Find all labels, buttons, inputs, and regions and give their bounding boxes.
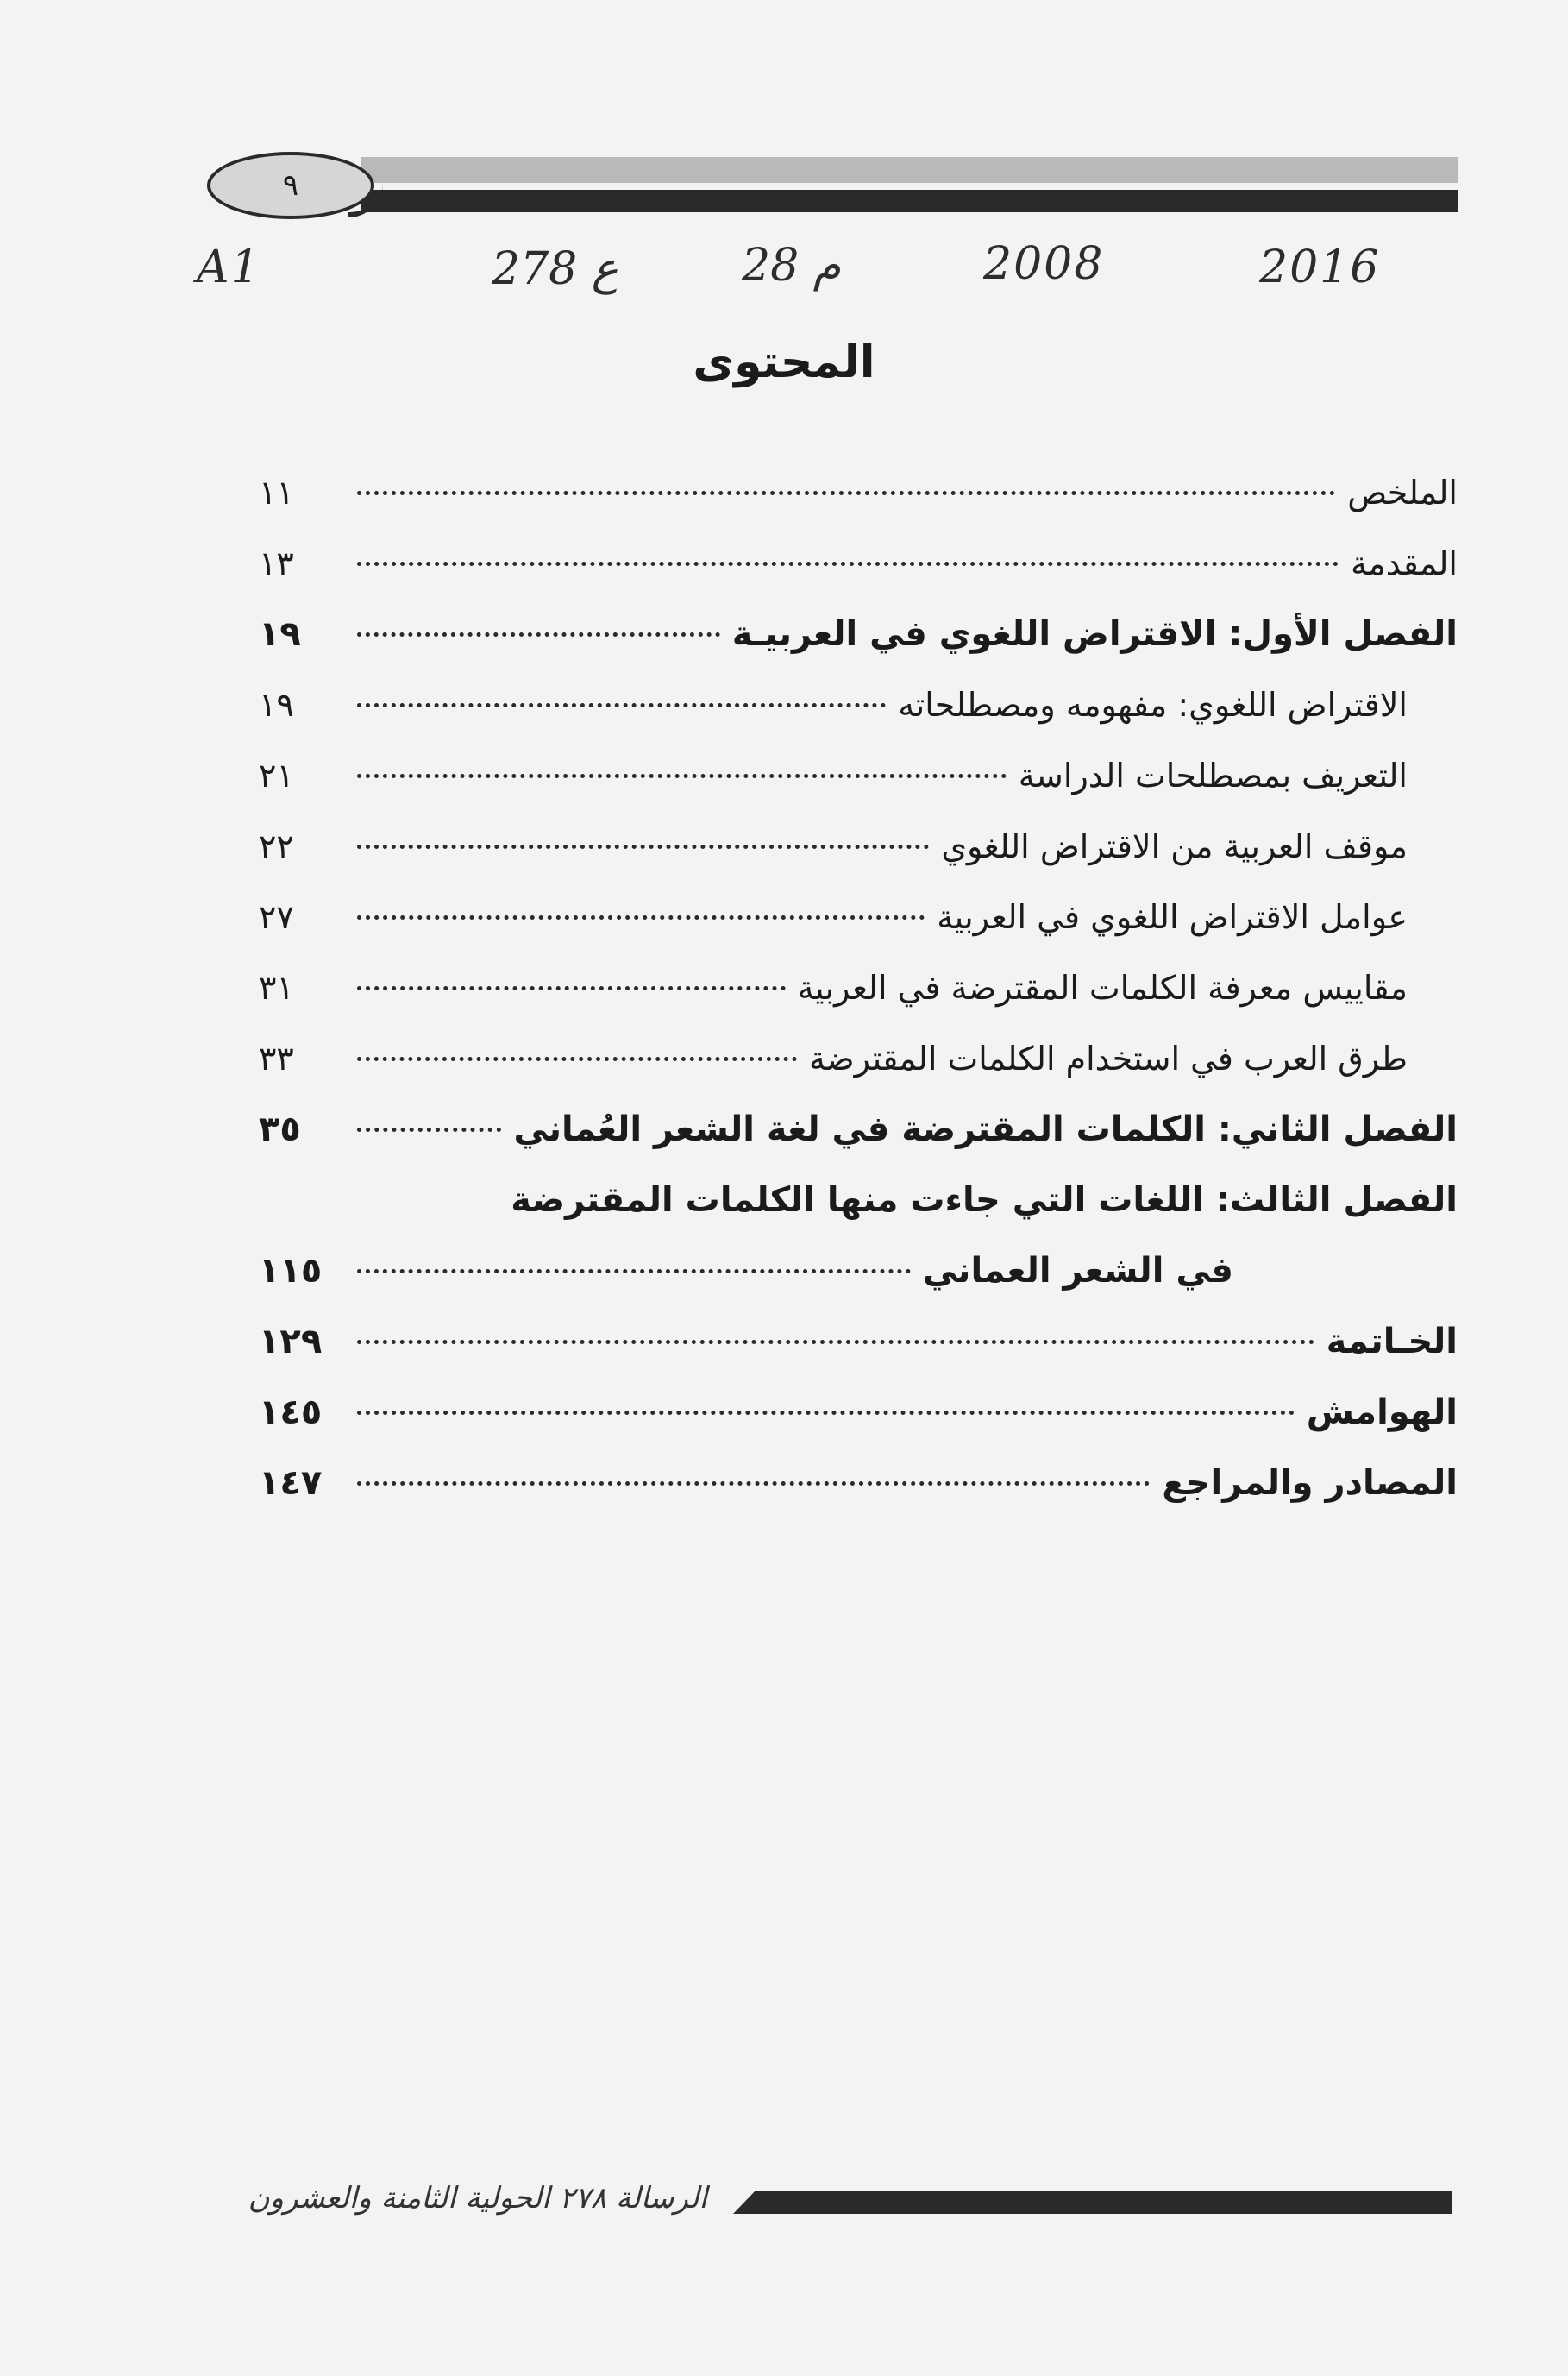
dot-leader	[357, 774, 1007, 778]
toc-entry-page: ٢٧	[259, 898, 294, 936]
footer-bar	[733, 2191, 1452, 2214]
table-of-contents	[259, 457, 1458, 1518]
toc-entry-label: عوامل الاقتراض اللغوي في العربية	[937, 898, 1408, 936]
toc-entry-page: ٢١	[259, 757, 294, 795]
dot-leader	[357, 491, 1335, 495]
toc-entry-page: ٣٥	[259, 1109, 301, 1149]
handwritten-mark: م 28	[742, 240, 841, 292]
toc-entry	[259, 811, 1458, 882]
toc-entry	[259, 1094, 1458, 1165]
dot-leader	[357, 1411, 1295, 1415]
dot-leader	[357, 845, 929, 849]
toc-entry	[259, 740, 1458, 811]
page-number: ٩	[282, 168, 299, 203]
toc-entry-page: ٣٣	[259, 1040, 294, 1078]
toc-entry-label: مقاييس معرفة الكلمات المقترضة في العربية	[797, 969, 1408, 1007]
header-bar-light	[361, 157, 1458, 183]
toc-entry	[259, 1377, 1458, 1448]
toc-entry-label: المقدمة	[1350, 544, 1458, 582]
dot-leader	[357, 1340, 1314, 1344]
header-bar-dark	[361, 190, 1458, 212]
toc-title: المحتوى	[693, 336, 875, 388]
toc-entry-label: الهوامش	[1306, 1392, 1458, 1432]
dot-leader	[357, 703, 886, 707]
toc-entry-label: الملخص	[1347, 474, 1458, 512]
toc-entry-page: ١١٥	[259, 1251, 323, 1291]
toc-entry-label: في الشعر العماني	[922, 1251, 1233, 1291]
toc-entry	[259, 1306, 1458, 1377]
toc-entry-page: ١٤٥	[259, 1392, 323, 1432]
toc-entry	[259, 1448, 1458, 1518]
toc-entry-page: ١٢٩	[259, 1322, 323, 1361]
dot-leader	[357, 632, 720, 637]
toc-entry	[259, 669, 1458, 740]
handwritten-mark: 2008	[983, 238, 1105, 290]
toc-entry-page: ٢٢	[259, 827, 294, 865]
dot-leader	[357, 562, 1339, 566]
dot-leader	[357, 1057, 797, 1061]
toc-entry-label: الخـاتمة	[1326, 1322, 1458, 1361]
toc-entry-label: الاقتراض اللغوي: مفهومه ومصطلحاته	[898, 686, 1408, 724]
toc-entry-page: ١٩	[259, 686, 294, 724]
toc-entry-page: ١٣	[259, 544, 294, 582]
toc-entry-label: المصادر والمراجع	[1162, 1463, 1458, 1503]
toc-entry-page: ٣١	[259, 969, 294, 1007]
toc-entry-page: ١٩	[259, 614, 301, 654]
toc-entry-page: ١١	[259, 474, 294, 512]
toc-entry-label: الفصل الأول: الاقتراض اللغوي في العربيـة	[731, 614, 1458, 654]
toc-entry-label: طرق العرب في استخدام الكلمات المقترضة	[809, 1040, 1408, 1078]
toc-entry	[259, 1235, 1458, 1306]
toc-entry-label: الفصل الثالث: اللغات التي جاءت منها الكلمات المقترضة	[511, 1180, 1458, 1220]
toc-entry-label: التعريف بمصطلحات الدراسة	[1018, 757, 1408, 795]
dot-leader	[357, 1269, 911, 1273]
toc-entry-label: موقف العربية من الاقتراض اللغوي	[941, 827, 1408, 865]
toc-entry	[259, 952, 1458, 1023]
handwritten-mark: 278 ع	[492, 243, 618, 295]
handwritten-mark: 2016	[1259, 242, 1381, 293]
toc-entry	[259, 1023, 1458, 1094]
handwritten-mark: A1	[197, 242, 261, 293]
footer-text: الرسالة ٢٧٨ الحولية الثامنة والعشرون	[248, 2181, 707, 2216]
toc-entry	[259, 457, 1458, 528]
toc-entry	[259, 882, 1458, 952]
dot-leader	[357, 986, 786, 990]
toc-entry-page: ١٤٧	[259, 1463, 323, 1503]
toc-entry-label: الفصل الثاني: الكلمات المقترضة في لغة الشعر العُماني	[513, 1109, 1458, 1149]
toc-entry	[259, 599, 1458, 669]
dot-leader	[357, 915, 925, 920]
toc-entry	[259, 1165, 1458, 1235]
page-number-badge	[207, 152, 374, 219]
dot-leader	[357, 1481, 1150, 1486]
dot-leader	[357, 1128, 501, 1132]
toc-entry	[259, 528, 1458, 599]
